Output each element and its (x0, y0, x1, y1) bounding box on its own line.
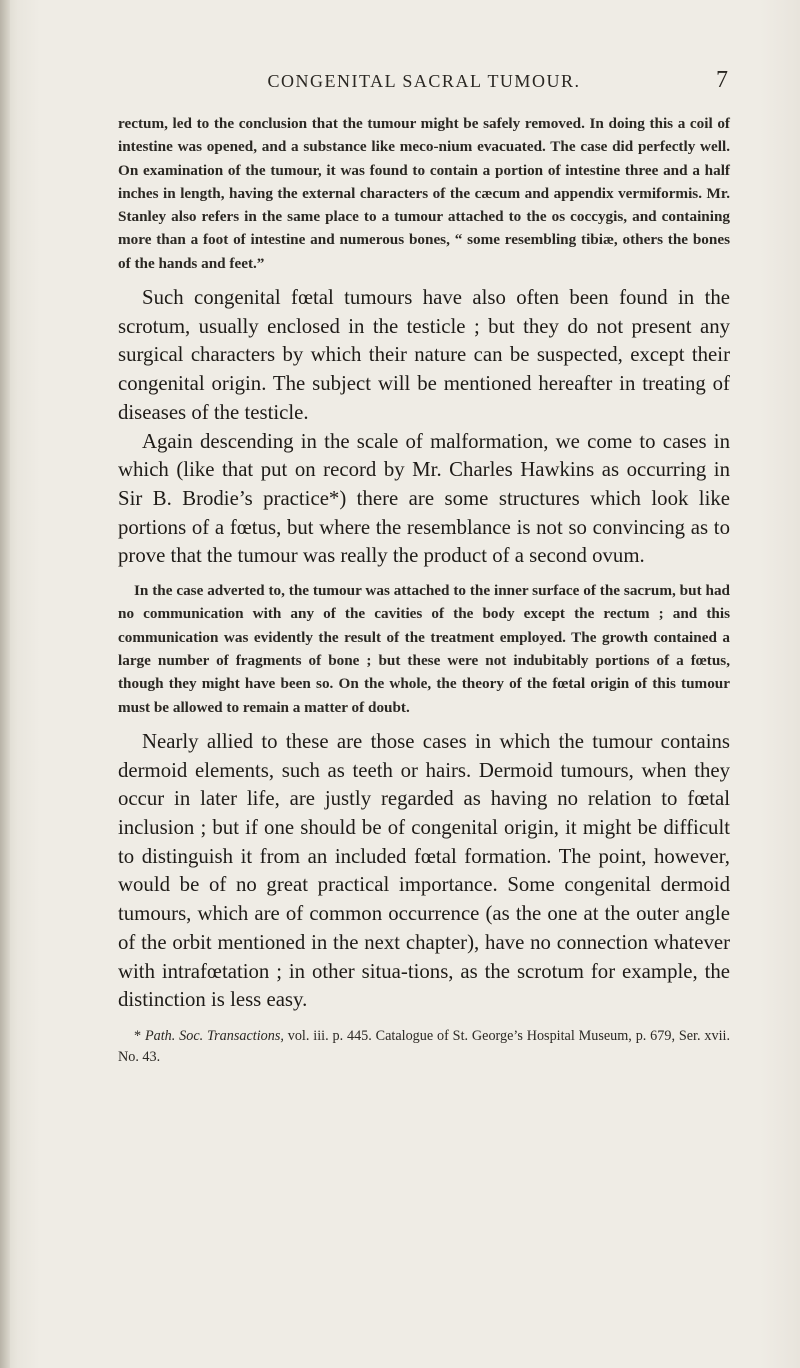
running-head: CONGENITAL SACRAL TUMOUR. (267, 71, 581, 91)
footnote (118, 1026, 730, 1068)
footnote-marker: * (134, 1027, 145, 1044)
footnote-text: vol. iii. p. 445. Catalogue of St. George’s Hospital Museum, p. 679, Ser. xvii. No. 43. (118, 1027, 731, 1065)
footnote-journal: Path. Soc. Transactions, (144, 1027, 284, 1044)
paragraph-dermoid-tumours: Nearly allied to these are those cases in which the tumour contains dermoid elements, such as teeth or hairs. Dermoid tumours, when they occur in later life, are justly regarded as having no relation to fœtal inclusion ; but if one should be of congenital origin, it might be difficult to distinguish it from an included fœtal formation. The point, however, would be of no great practical importance. Some congenital dermoid tumours, which are of common occurrence (as the one at the outer angle of the orbit mentioned in the next chapter), have no connection whatever with intrafœtation ; in other situa-tions, as the scrotum for example, the distinction is less easy. (118, 729, 730, 1012)
paragraph-scrotal-tumours: Such congenital fœtal tumours have also often been found in the scrotum, usually enclosed in the testicle ; but they do not present any surgical characters by which their nature can be suspected, except their congenital origin. The subject will be mentioned hereafter in treating of diseases of the testicle. (118, 286, 730, 424)
page-body (118, 112, 730, 1068)
page-header (120, 67, 728, 101)
page-number: 7 (716, 67, 728, 93)
paragraph-malformation-scale: Again descending in the scale of malformation, we come to cases in which (like that put on record by Mr. Charles Hawkins as occurring in Sir B. Brodie’s practice*) there are some structures which look like portions of a fœtus, but where the resemblance is not so convincing as to prove that the tumour was really the product of a second ovum. (118, 429, 730, 568)
paragraph-case-continuation: rectum, led to the conclusion that the tumour might be safely removed. In doing this a coil of intestine was opened, and a substance like meco-nium evacuated. The case did perfectly well. On examination of the tumour, it was found to contain a portion of intestine three and a half inches in length, having the external characters of the cæcum and appendix vermiformis. Mr. Stanley also refers in the same place to a tumour attached to the os coccygis, and containing more than a foot of intestine and numerous bones, “ some resembling tibiæ, others the bones of the hands and feet.” (118, 115, 730, 272)
page-spine-shadow (0, 0, 10, 1368)
paragraph-case-note: In the case adverted to, the tumour was attached to the inner surface of the sacrum, but had no communication with any of the cavities of the body except the rectum ; and this communication was evidently the result of the treatment employed. The growth contained a large number of fragments of bone ; but these were not indubitably portions of a fœtus, though they might have been so. On the whole, the theory of the fœtal origin of this tumour must be allowed to remain a matter of doubt. (118, 582, 730, 716)
